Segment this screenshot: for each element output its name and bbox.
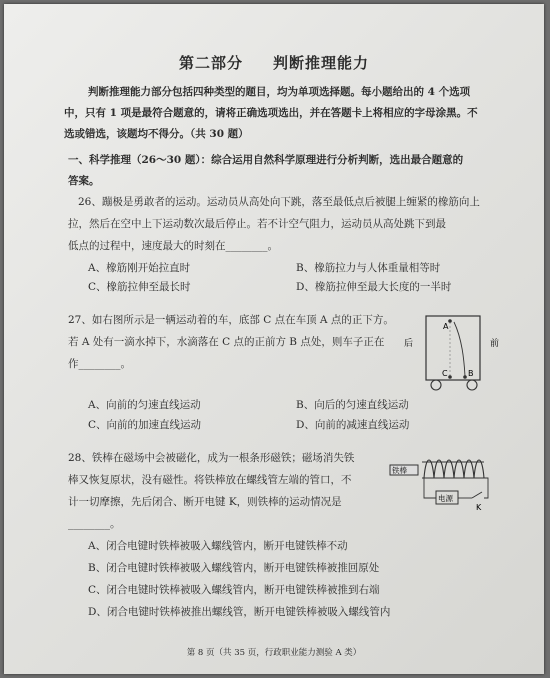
q26-stem-2: 拉，然后在空中上下运动数次最后停止。若不计空气阻力，运动员从高处跳下到最	[68, 218, 446, 230]
section-title: 第二部分 判断推理能力	[178, 54, 370, 72]
q28-option-d: D、闭合电键时铁棒被推出螺线管，断开电键铁棒被吸入螺线管内	[88, 606, 391, 618]
coil	[424, 460, 484, 478]
q28-option-b: B、闭合电键时铁棒被吸入螺线管内，断开电键铁棒被推回原处	[88, 562, 380, 574]
q27-stem-2: 若 A 处有一滴水掉下，水滴落在 C 点的正前方 B 点处，则车子正在	[68, 336, 385, 348]
wire-right	[484, 478, 488, 498]
intro-line-1: 判断推理能力部分包括四种类型的题目，均为单项选择题。每小题给出的 4 个选项	[88, 86, 471, 98]
intro-line-2: 中，只有 1 项是最符合题意的，请将正确选项选出，并在答题卡上将相应的字母涂黑。不	[64, 107, 478, 119]
drop-path	[454, 322, 465, 376]
q27-stem-3: 作________。	[68, 358, 131, 370]
label-b: B	[468, 369, 474, 378]
q27-option-d: D、向前的减速直线运动	[296, 419, 410, 431]
q28-option-c: C、闭合电键时铁棒被吸入螺线管内，断开电键铁棒被推到右端	[88, 584, 380, 596]
q26-stem-3: 低点的过程中，速度最大的时刻在________。	[68, 240, 278, 252]
q28-option-a: A、闭合电键时铁棒被吸入螺线管内，断开电键铁棒不动	[88, 540, 348, 552]
q26-option-d: D、橡筋拉伸至最大长度的一半时	[296, 281, 452, 293]
switch-k	[472, 492, 482, 498]
q28-stem-2: 棒又恢复原状，没有磁性。将铁棒放在螺线管左端的管口，不	[68, 474, 352, 486]
wire-left	[424, 478, 436, 498]
label-source: 电源	[438, 494, 453, 503]
exam-page	[4, 4, 544, 674]
point-b	[463, 375, 467, 379]
label-rod: 铁棒	[392, 466, 407, 475]
q26-option-b: B、橡筋拉力与人体重量相等时	[296, 262, 441, 274]
q26-stem-1: 26、蹦极是勇敢者的运动。运动员从高处向下跳，落至最低点后被腿上缠紧的橡筋向上	[78, 196, 480, 208]
point-a	[448, 319, 452, 323]
label-a: A	[443, 322, 449, 331]
subsection-line-2: 答案。	[68, 175, 100, 187]
label-c: C	[442, 369, 448, 378]
q27-option-b: B、向后的匀速直线运动	[296, 399, 409, 411]
label-front: 前	[490, 339, 500, 349]
q26-option-a: A、橡筋刚开始拉直时	[88, 262, 191, 274]
q27-car-diagram	[402, 314, 510, 394]
point-c	[448, 375, 452, 379]
q28-solenoid-diagram	[388, 452, 512, 512]
rear-wheel	[431, 380, 441, 390]
q26-option-c: C、橡筋拉伸至最长时	[88, 281, 191, 293]
intro-line-3: 选或错选，该题均不得分。（共 30 题）	[64, 128, 249, 140]
q27-option-c: C、向前的加速直线运动	[88, 419, 202, 431]
label-key: K	[476, 503, 482, 512]
q27-stem-1: 27、如右图所示是一辆运动着的车，底部 C 点在车顶 A 点的正下方。	[68, 314, 394, 326]
q28-stem-4: ________。	[68, 518, 121, 530]
front-wheel	[467, 380, 477, 390]
q27-option-a: A、向前的匀速直线运动	[88, 399, 201, 411]
page-footer: 第 8 页（共 35 页，行政职业能力测验 A 类）	[186, 648, 362, 658]
subsection-line-1: 一、科学推理（26～30 题）：综合运用自然科学原理进行分析判断，选出最合题意的	[68, 154, 464, 166]
q28-stem-1: 28、铁棒在磁场中会被磁化，成为一根条形磁铁；磁场消失铁	[68, 452, 355, 464]
q28-stem-3: 计一切摩擦，先后闭合、断开电键 K，则铁棒的运动情况是	[68, 496, 342, 508]
label-back: 后	[404, 339, 414, 349]
